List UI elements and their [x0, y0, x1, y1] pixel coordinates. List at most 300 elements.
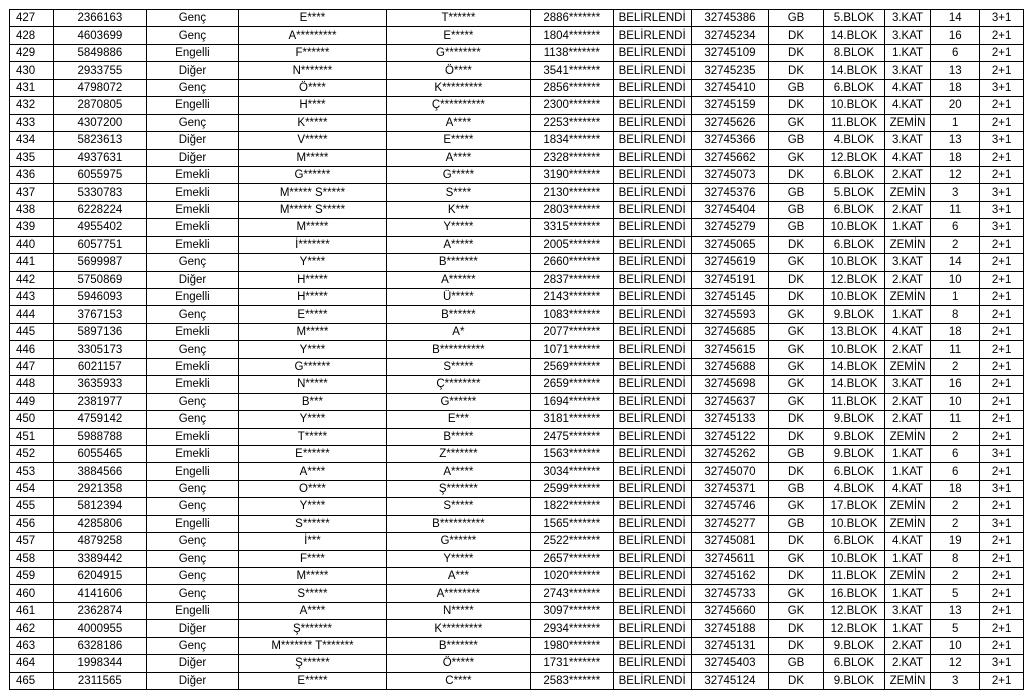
blok-cell: 10.BLOK: [823, 97, 884, 114]
oda-sayisi-cell: 2+1: [980, 358, 1024, 375]
kategori-cell: Genç: [146, 114, 238, 131]
konut-no-cell: 32745733: [691, 585, 768, 602]
konut-no-cell: 32745404: [691, 201, 768, 218]
daire-no-cell: 2: [931, 236, 980, 253]
tip-cell: DK: [769, 236, 824, 253]
kat-cell: ZEMİN: [884, 498, 930, 515]
soyad-cell: Z*******: [386, 445, 530, 462]
konut-no-cell: 32745133: [691, 411, 768, 428]
oda-sayisi-cell: 2+1: [980, 236, 1024, 253]
kat-cell: ZEMİN: [884, 289, 930, 306]
konut-no-cell: 32745191: [691, 271, 768, 288]
kategori-cell: Genç: [146, 254, 238, 271]
tip-cell: GK: [769, 341, 824, 358]
tc-no-cell: 2328*******: [531, 149, 613, 166]
tip-cell: GB: [769, 655, 824, 672]
tc-no-cell: 2253*******: [531, 114, 613, 131]
oda-sayisi-cell: 2+1: [980, 550, 1024, 567]
tip-cell: GB: [769, 184, 824, 201]
sira-no-cell: 450: [10, 411, 54, 428]
durum-cell: BELİRLENDİ: [613, 376, 691, 393]
tip-cell: GB: [769, 79, 824, 96]
durum-cell: BELİRLENDİ: [613, 358, 691, 375]
tc-no-cell: 1834*******: [531, 132, 613, 149]
oda-sayisi-cell: 3+1: [980, 79, 1024, 96]
kat-cell: 3.KAT: [884, 10, 930, 27]
tip-cell: GK: [769, 498, 824, 515]
basvuru-no-cell: 3767153: [54, 306, 147, 323]
tc-no-cell: 2660*******: [531, 254, 613, 271]
daire-no-cell: 2: [931, 498, 980, 515]
blok-cell: 14.BLOK: [823, 27, 884, 44]
konut-no-cell: 32745065: [691, 236, 768, 253]
table-row: [10, 463, 1024, 480]
kat-cell: 2.KAT: [884, 393, 930, 410]
tip-cell: GB: [769, 10, 824, 27]
tip-cell: GK: [769, 254, 824, 271]
basvuru-no-cell: 4759142: [54, 411, 147, 428]
konut-no-cell: 32745619: [691, 254, 768, 271]
daire-no-cell: 3: [931, 184, 980, 201]
tip-cell: GB: [769, 445, 824, 462]
kategori-cell: Genç: [146, 585, 238, 602]
daire-no-cell: 5: [931, 585, 980, 602]
table-row: [10, 132, 1024, 149]
blok-cell: 6.BLOK: [823, 236, 884, 253]
tip-cell: DK: [769, 620, 824, 637]
sira-no-cell: 452: [10, 445, 54, 462]
kat-cell: ZEMİN: [884, 114, 930, 131]
durum-cell: BELİRLENDİ: [613, 114, 691, 131]
table-row: [10, 236, 1024, 253]
table-row: [10, 219, 1024, 236]
table-row: [10, 254, 1024, 271]
basvuru-no-cell: 2933755: [54, 62, 147, 79]
konut-no-cell: 32745615: [691, 341, 768, 358]
tip-cell: DK: [769, 533, 824, 550]
konut-no-cell: 32745376: [691, 184, 768, 201]
table-row: [10, 289, 1024, 306]
sira-no-cell: 442: [10, 271, 54, 288]
konut-no-cell: 32745611: [691, 550, 768, 567]
soyad-cell: A********: [386, 585, 530, 602]
ad-cell: Ş*******: [239, 620, 387, 637]
kat-cell: 2.KAT: [884, 341, 930, 358]
oda-sayisi-cell: 2+1: [980, 463, 1024, 480]
soyad-cell: C****: [386, 672, 530, 689]
kat-cell: 3.KAT: [884, 62, 930, 79]
ad-cell: N*****: [239, 376, 387, 393]
durum-cell: BELİRLENDİ: [613, 428, 691, 445]
daire-no-cell: 14: [931, 10, 980, 27]
sira-no-cell: 449: [10, 393, 54, 410]
durum-cell: BELİRLENDİ: [613, 184, 691, 201]
konut-no-cell: 32745109: [691, 44, 768, 61]
table-row: [10, 184, 1024, 201]
daire-no-cell: 18: [931, 323, 980, 340]
tc-no-cell: 1083*******: [531, 306, 613, 323]
basvuru-no-cell: 4955402: [54, 219, 147, 236]
ad-cell: Y****: [239, 411, 387, 428]
soyad-cell: Ö*****: [386, 655, 530, 672]
daire-no-cell: 18: [931, 79, 980, 96]
table-row: [10, 358, 1024, 375]
tip-cell: GK: [769, 323, 824, 340]
sira-no-cell: 437: [10, 184, 54, 201]
oda-sayisi-cell: 3+1: [980, 445, 1024, 462]
sira-no-cell: 436: [10, 166, 54, 183]
blok-cell: 6.BLOK: [823, 166, 884, 183]
durum-cell: BELİRLENDİ: [613, 498, 691, 515]
blok-cell: 14.BLOK: [823, 358, 884, 375]
konut-no-cell: 32745073: [691, 166, 768, 183]
soyad-cell: S*****: [386, 358, 530, 375]
basvuru-no-cell: 6057751: [54, 236, 147, 253]
tc-no-cell: 1822*******: [531, 498, 613, 515]
tc-no-cell: 2659*******: [531, 376, 613, 393]
konut-no-cell: 32745410: [691, 79, 768, 96]
durum-cell: BELİRLENDİ: [613, 27, 691, 44]
durum-cell: BELİRLENDİ: [613, 289, 691, 306]
sira-no-cell: 429: [10, 44, 54, 61]
durum-cell: BELİRLENDİ: [613, 166, 691, 183]
oda-sayisi-cell: 2+1: [980, 306, 1024, 323]
blok-cell: 14.BLOK: [823, 62, 884, 79]
oda-sayisi-cell: 3+1: [980, 184, 1024, 201]
kategori-cell: Emekli: [146, 201, 238, 218]
daire-no-cell: 2: [931, 428, 980, 445]
basvuru-no-cell: 5330783: [54, 184, 147, 201]
ad-cell: F****: [239, 550, 387, 567]
sira-no-cell: 460: [10, 585, 54, 602]
tc-no-cell: 2934*******: [531, 620, 613, 637]
kategori-cell: Diğer: [146, 655, 238, 672]
daire-no-cell: 13: [931, 62, 980, 79]
ad-cell: A****: [239, 602, 387, 619]
durum-cell: BELİRLENDİ: [613, 672, 691, 689]
daire-no-cell: 5: [931, 620, 980, 637]
basvuru-no-cell: 5812394: [54, 498, 147, 515]
durum-cell: BELİRLENDİ: [613, 445, 691, 462]
sira-no-cell: 457: [10, 533, 54, 550]
results-table: [9, 9, 1024, 690]
ad-cell: H*****: [239, 289, 387, 306]
basvuru-no-cell: 4285806: [54, 515, 147, 532]
durum-cell: BELİRLENDİ: [613, 62, 691, 79]
durum-cell: BELİRLENDİ: [613, 132, 691, 149]
daire-no-cell: 16: [931, 27, 980, 44]
konut-no-cell: 32745371: [691, 480, 768, 497]
kategori-cell: Genç: [146, 79, 238, 96]
blok-cell: 10.BLOK: [823, 515, 884, 532]
table-row: [10, 62, 1024, 79]
soyad-cell: B*****: [386, 428, 530, 445]
durum-cell: BELİRLENDİ: [613, 236, 691, 253]
kat-cell: 4.KAT: [884, 480, 930, 497]
oda-sayisi-cell: 3+1: [980, 132, 1024, 149]
tip-cell: GK: [769, 358, 824, 375]
blok-cell: 6.BLOK: [823, 533, 884, 550]
blok-cell: 12.BLOK: [823, 149, 884, 166]
ad-cell: H****: [239, 97, 387, 114]
ad-cell: Y****: [239, 254, 387, 271]
konut-no-cell: 32745122: [691, 428, 768, 445]
durum-cell: BELİRLENDİ: [613, 149, 691, 166]
oda-sayisi-cell: 2+1: [980, 498, 1024, 515]
soyad-cell: A***: [386, 568, 530, 585]
kategori-cell: Diğer: [146, 672, 238, 689]
tip-cell: DK: [769, 166, 824, 183]
ad-cell: M*****: [239, 219, 387, 236]
konut-no-cell: 32745685: [691, 323, 768, 340]
table-row: [10, 341, 1024, 358]
blok-cell: 4.BLOK: [823, 132, 884, 149]
blok-cell: 6.BLOK: [823, 201, 884, 218]
blok-cell: 6.BLOK: [823, 655, 884, 672]
konut-no-cell: 32745626: [691, 114, 768, 131]
ad-cell: M*****: [239, 568, 387, 585]
tip-cell: GK: [769, 114, 824, 131]
daire-no-cell: 13: [931, 132, 980, 149]
basvuru-no-cell: 3884566: [54, 463, 147, 480]
daire-no-cell: 3: [931, 672, 980, 689]
table-row: [10, 637, 1024, 654]
durum-cell: BELİRLENDİ: [613, 585, 691, 602]
kategori-cell: Genç: [146, 498, 238, 515]
tip-cell: DK: [769, 568, 824, 585]
tip-cell: GK: [769, 306, 824, 323]
sira-no-cell: 431: [10, 79, 54, 96]
oda-sayisi-cell: 2+1: [980, 620, 1024, 637]
blok-cell: 9.BLOK: [823, 411, 884, 428]
durum-cell: BELİRLENDİ: [613, 568, 691, 585]
durum-cell: BELİRLENDİ: [613, 201, 691, 218]
tip-cell: GB: [769, 201, 824, 218]
table-row: [10, 393, 1024, 410]
oda-sayisi-cell: 2+1: [980, 323, 1024, 340]
oda-sayisi-cell: 3+1: [980, 480, 1024, 497]
kat-cell: 3.KAT: [884, 254, 930, 271]
sira-no-cell: 440: [10, 236, 54, 253]
tip-cell: GK: [769, 149, 824, 166]
konut-no-cell: 32745637: [691, 393, 768, 410]
daire-no-cell: 16: [931, 376, 980, 393]
basvuru-no-cell: 1998344: [54, 655, 147, 672]
tc-no-cell: 2837*******: [531, 271, 613, 288]
sira-no-cell: 456: [10, 515, 54, 532]
soyad-cell: B*******: [386, 637, 530, 654]
table-row: [10, 114, 1024, 131]
durum-cell: BELİRLENDİ: [613, 637, 691, 654]
durum-cell: BELİRLENDİ: [613, 254, 691, 271]
tip-cell: GB: [769, 515, 824, 532]
blok-cell: 6.BLOK: [823, 463, 884, 480]
table-row: [10, 515, 1024, 532]
blok-cell: 13.BLOK: [823, 323, 884, 340]
tc-no-cell: 2005*******: [531, 236, 613, 253]
basvuru-no-cell: 2870805: [54, 97, 147, 114]
kat-cell: ZEMİN: [884, 184, 930, 201]
sira-no-cell: 451: [10, 428, 54, 445]
ad-cell: A****: [239, 463, 387, 480]
kategori-cell: Genç: [146, 637, 238, 654]
daire-no-cell: 12: [931, 166, 980, 183]
basvuru-no-cell: 6021157: [54, 358, 147, 375]
oda-sayisi-cell: 2+1: [980, 271, 1024, 288]
basvuru-no-cell: 5750869: [54, 271, 147, 288]
durum-cell: BELİRLENDİ: [613, 219, 691, 236]
konut-no-cell: 32745262: [691, 445, 768, 462]
basvuru-no-cell: 4603699: [54, 27, 147, 44]
tip-cell: GB: [769, 480, 824, 497]
table-row: [10, 306, 1024, 323]
sira-no-cell: 446: [10, 341, 54, 358]
basvuru-no-cell: 5897136: [54, 323, 147, 340]
ad-cell: V*****: [239, 132, 387, 149]
sira-no-cell: 454: [10, 480, 54, 497]
durum-cell: BELİRLENDİ: [613, 306, 691, 323]
blok-cell: 10.BLOK: [823, 550, 884, 567]
durum-cell: BELİRLENDİ: [613, 515, 691, 532]
sira-no-cell: 434: [10, 132, 54, 149]
kat-cell: 1.KAT: [884, 306, 930, 323]
table-row: [10, 655, 1024, 672]
tip-cell: GK: [769, 393, 824, 410]
kategori-cell: Emekli: [146, 445, 238, 462]
table-row: [10, 428, 1024, 445]
soyad-cell: B**********: [386, 341, 530, 358]
oda-sayisi-cell: 2+1: [980, 254, 1024, 271]
daire-no-cell: 11: [931, 201, 980, 218]
kat-cell: ZEMİN: [884, 358, 930, 375]
daire-no-cell: 6: [931, 219, 980, 236]
kategori-cell: Genç: [146, 10, 238, 27]
daire-no-cell: 12: [931, 655, 980, 672]
daire-no-cell: 2: [931, 358, 980, 375]
table-row: [10, 498, 1024, 515]
basvuru-no-cell: 2366163: [54, 10, 147, 27]
soyad-cell: E***: [386, 411, 530, 428]
tc-no-cell: 2522*******: [531, 533, 613, 550]
ad-cell: K*****: [239, 114, 387, 131]
tip-cell: DK: [769, 463, 824, 480]
oda-sayisi-cell: 2+1: [980, 114, 1024, 131]
tip-cell: DK: [769, 97, 824, 114]
blok-cell: 11.BLOK: [823, 393, 884, 410]
tc-no-cell: 2300*******: [531, 97, 613, 114]
oda-sayisi-cell: 2+1: [980, 568, 1024, 585]
tc-no-cell: 1804*******: [531, 27, 613, 44]
blok-cell: 10.BLOK: [823, 254, 884, 271]
kategori-cell: Genç: [146, 411, 238, 428]
daire-no-cell: 1: [931, 114, 980, 131]
kat-cell: 4.KAT: [884, 323, 930, 340]
ad-cell: M***** S*****: [239, 201, 387, 218]
konut-no-cell: 32745081: [691, 533, 768, 550]
kategori-cell: Engelli: [146, 602, 238, 619]
kategori-cell: Genç: [146, 533, 238, 550]
sira-no-cell: 447: [10, 358, 54, 375]
durum-cell: BELİRLENDİ: [613, 602, 691, 619]
soyad-cell: Y*****: [386, 219, 530, 236]
tc-no-cell: 2886*******: [531, 10, 613, 27]
kategori-cell: Engelli: [146, 515, 238, 532]
table-row: [10, 585, 1024, 602]
daire-no-cell: 10: [931, 271, 980, 288]
basvuru-no-cell: 6228224: [54, 201, 147, 218]
tc-no-cell: 2803*******: [531, 201, 613, 218]
konut-no-cell: 32745662: [691, 149, 768, 166]
soyad-cell: A*****: [386, 463, 530, 480]
oda-sayisi-cell: 3+1: [980, 515, 1024, 532]
blok-cell: 5.BLOK: [823, 184, 884, 201]
soyad-cell: Y*****: [386, 550, 530, 567]
blok-cell: 10.BLOK: [823, 289, 884, 306]
tip-cell: DK: [769, 637, 824, 654]
sira-no-cell: 444: [10, 306, 54, 323]
daire-no-cell: 6: [931, 44, 980, 61]
soyad-cell: A*****: [386, 236, 530, 253]
basvuru-no-cell: 2921358: [54, 480, 147, 497]
tc-no-cell: 2856*******: [531, 79, 613, 96]
ad-cell: M***** S*****: [239, 184, 387, 201]
soyad-cell: Ç********: [386, 376, 530, 393]
soyad-cell: G*****: [386, 166, 530, 183]
table-row: [10, 445, 1024, 462]
ad-cell: F******: [239, 44, 387, 61]
durum-cell: BELİRLENDİ: [613, 341, 691, 358]
kategori-cell: Genç: [146, 306, 238, 323]
ad-cell: Y****: [239, 498, 387, 515]
tip-cell: GK: [769, 550, 824, 567]
kat-cell: 2.KAT: [884, 411, 930, 428]
durum-cell: BELİRLENDİ: [613, 480, 691, 497]
table-row: [10, 533, 1024, 550]
basvuru-no-cell: 5849886: [54, 44, 147, 61]
oda-sayisi-cell: 2+1: [980, 149, 1024, 166]
tip-cell: DK: [769, 44, 824, 61]
durum-cell: BELİRLENDİ: [613, 411, 691, 428]
kategori-cell: Genç: [146, 393, 238, 410]
blok-cell: 8.BLOK: [823, 44, 884, 61]
tc-no-cell: 3541*******: [531, 62, 613, 79]
soyad-cell: G******: [386, 393, 530, 410]
blok-cell: 9.BLOK: [823, 637, 884, 654]
kategori-cell: Diğer: [146, 132, 238, 149]
tip-cell: DK: [769, 428, 824, 445]
soyad-cell: A****: [386, 149, 530, 166]
kat-cell: 1.KAT: [884, 585, 930, 602]
tc-no-cell: 2569*******: [531, 358, 613, 375]
tip-cell: GK: [769, 376, 824, 393]
konut-no-cell: 32745277: [691, 515, 768, 532]
daire-no-cell: 8: [931, 306, 980, 323]
table-row: [10, 376, 1024, 393]
tc-no-cell: 3097*******: [531, 602, 613, 619]
kategori-cell: Emekli: [146, 166, 238, 183]
sira-no-cell: 443: [10, 289, 54, 306]
daire-no-cell: 11: [931, 341, 980, 358]
konut-no-cell: 32745235: [691, 62, 768, 79]
oda-sayisi-cell: 2+1: [980, 637, 1024, 654]
basvuru-no-cell: 6055465: [54, 445, 147, 462]
durum-cell: BELİRLENDİ: [613, 10, 691, 27]
konut-no-cell: 32745746: [691, 498, 768, 515]
soyad-cell: E*****: [386, 27, 530, 44]
konut-no-cell: 32745660: [691, 602, 768, 619]
kategori-cell: Genç: [146, 480, 238, 497]
daire-no-cell: 2: [931, 568, 980, 585]
